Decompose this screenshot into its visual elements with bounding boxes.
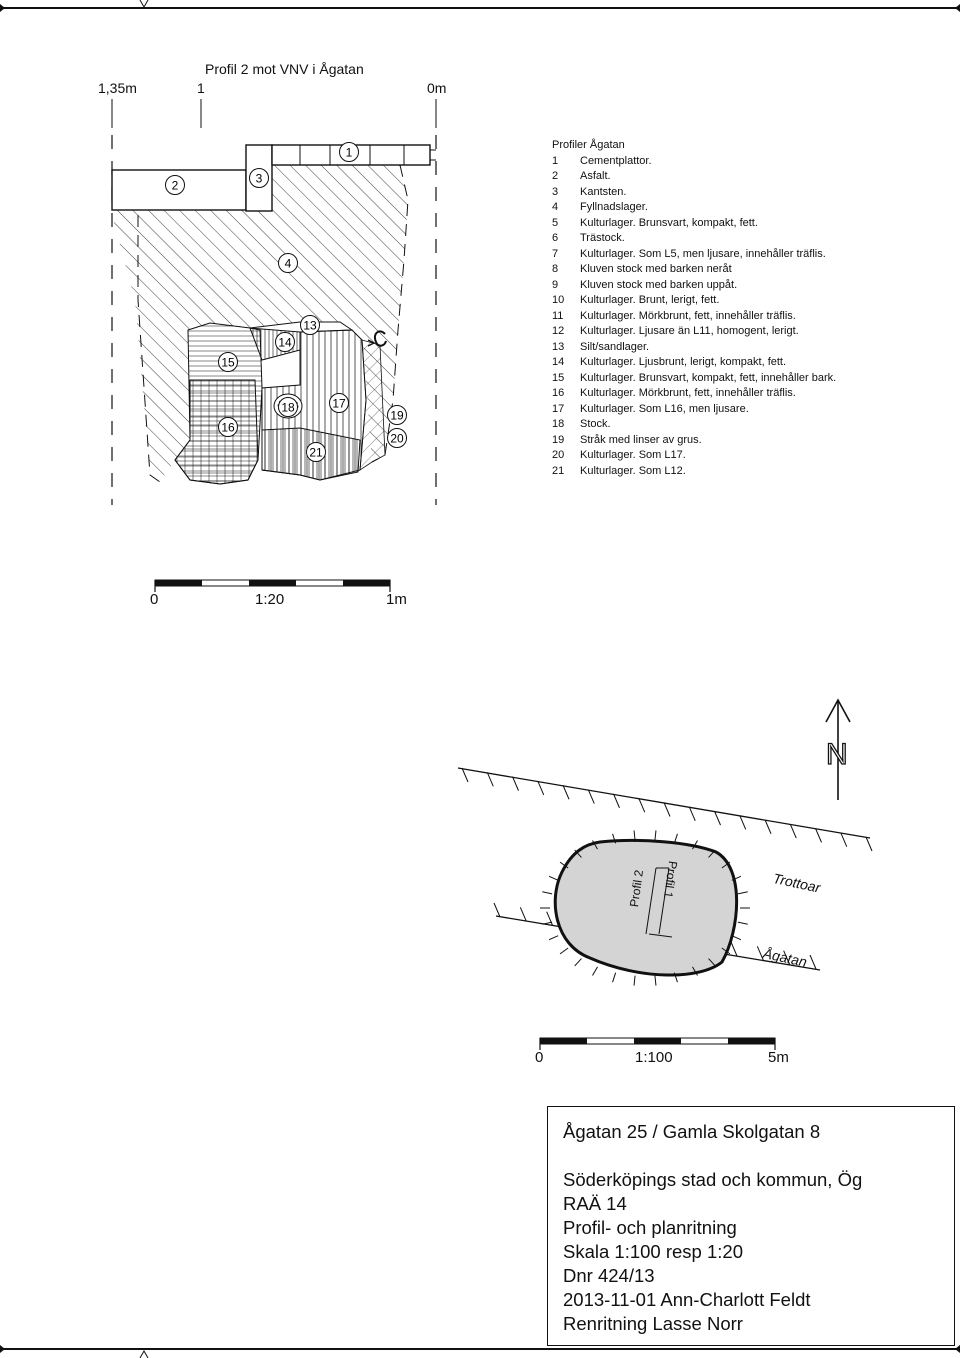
legend-item-number: 12	[552, 325, 565, 337]
svg-text:3: 3	[255, 171, 263, 186]
svg-text:16: 16	[221, 420, 235, 435]
legend-item-number: 6	[552, 232, 559, 244]
legend-item-number: 11	[552, 309, 564, 322]
legend-item-number: 16	[552, 387, 565, 399]
svg-text:1: 1	[345, 145, 353, 160]
legend-heading: Profiler Ågatan	[552, 139, 625, 151]
svg-text:21: 21	[309, 445, 323, 460]
legend-item-number: 18	[552, 418, 565, 430]
scalebar-plan-end: 5m	[768, 1049, 789, 1066]
legend-item-number: 4	[552, 201, 559, 213]
legend-item-text: Silt/sandlager.	[580, 340, 650, 353]
title-block-line: Profil- och planritning	[563, 1217, 737, 1238]
legend-item-text: Kulturlager. Brunsvart, kompakt, fett.	[580, 216, 758, 229]
legend-item-number: 13	[552, 340, 565, 353]
legend-item-number: 9	[552, 278, 559, 291]
legend-item-text: Kulturlager. Som L17.	[580, 449, 686, 461]
legend-item-text: Stråk med linser av grus.	[580, 433, 702, 446]
legend-item-text: Cementplattor.	[580, 154, 652, 167]
svg-text:17: 17	[332, 396, 346, 411]
scalebar-plan-scale: 1:100	[635, 1049, 673, 1066]
legend-item-text: Kluven stock med barken uppåt.	[580, 278, 738, 291]
title-block-info	[563, 1168, 862, 1336]
legend-item-text: Kulturlager. Brunt, lerigt, fett.	[580, 294, 720, 306]
scalebar-plan-start: 0	[535, 1049, 544, 1066]
legend-item-text: Stock.	[580, 418, 611, 430]
svg-text:13: 13	[303, 318, 317, 333]
legend-item-number: 8	[552, 263, 559, 275]
legend-item-text: Kulturlager. Mörkbrunt, fett, innehåller träflis.	[580, 387, 796, 399]
legend-item-number: 20	[552, 449, 565, 461]
legend-item-text: Asfalt.	[580, 170, 611, 182]
legend-item-number: 3	[552, 185, 559, 198]
svg-text:4: 4	[284, 256, 292, 271]
legend-item-text: Kantsten.	[580, 185, 627, 198]
title-block-line: RAÄ 14	[563, 1193, 627, 1214]
legend-item-text: Kulturlager. Ljusare än L11, homogent, lerigt.	[580, 325, 799, 337]
legend-item-number: 10	[552, 294, 565, 306]
svg-text:14: 14	[278, 335, 292, 350]
scalebar-profile-scale: 1:20	[255, 591, 285, 608]
title-block-line: Dnr 424/13	[563, 1265, 655, 1286]
legend-item-number: 5	[552, 216, 559, 229]
axis-label-left: 1,35m	[98, 80, 137, 96]
axis-label-mid: 1	[197, 80, 205, 96]
legend-item-number: 2	[552, 170, 559, 182]
legend-item-number: 17	[552, 402, 565, 415]
legend-item-number: 1	[552, 154, 559, 167]
svg-text:18: 18	[281, 400, 295, 415]
svg-text:15: 15	[221, 355, 235, 370]
legend-item-number: 19	[552, 433, 565, 446]
legend-item-number: 21	[552, 464, 565, 477]
scalebar-profile-end: 1m	[386, 591, 407, 608]
svg-text:2: 2	[171, 178, 179, 193]
legend-item-text: Fyllnadslager.	[580, 201, 648, 213]
svg-text:20: 20	[390, 431, 404, 446]
legend-item-text: Kulturlager. Som L16, men ljusare.	[580, 402, 749, 415]
profile-title: Profil 2 mot VNV i Ågatan	[205, 61, 364, 77]
legend-item-number: 7	[552, 247, 559, 260]
title-block-line: Renritning Lasse Norr	[563, 1313, 743, 1334]
legend-item-text: Kulturlager. Ljusbrunt, lerigt, kompakt, fett.	[580, 356, 787, 368]
title-block-line: Söderköpings stad och kommun, Ög	[563, 1169, 863, 1190]
svg-text:19: 19	[390, 408, 404, 423]
north-label: N	[826, 738, 848, 771]
plan-sidewalk-label: Trottoar	[771, 870, 822, 896]
legend-item-text: Kulturlager. Mörkbrunt, fett, innehåller träflis.	[580, 309, 796, 322]
legend-item-number: 15	[552, 371, 565, 384]
plan-profile-1-label: Profil 1	[660, 860, 680, 899]
title-block-line: 2013-11-01 Ann-Charlott Feldt	[563, 1289, 811, 1310]
title-block-line: Skala 1:100 resp 1:20	[563, 1241, 743, 1262]
legend-item-number: 14	[552, 356, 565, 368]
scalebar-profile-start: 0	[150, 591, 159, 608]
axis-label-right: 0m	[427, 80, 447, 96]
legend-item-text: Kulturlager. Brunsvart, kompakt, fett, innehåller bark.	[580, 371, 837, 384]
legend-item-text: Kulturlager. Som L5, men ljusare, innehåller träflis.	[580, 247, 826, 260]
legend-item-text: Trästock.	[580, 232, 625, 244]
legend-item-text: Kluven stock med barken neråt	[580, 263, 732, 275]
legend-item-text: Kulturlager. Som L12.	[580, 464, 686, 477]
plan-street-label: Ågatan	[761, 945, 809, 970]
title-block-title: Ågatan 25 / Gamla Skolgatan 8	[563, 1121, 821, 1142]
plan-profile-2-label: Profil 2	[627, 869, 647, 908]
title-block	[547, 1106, 955, 1346]
